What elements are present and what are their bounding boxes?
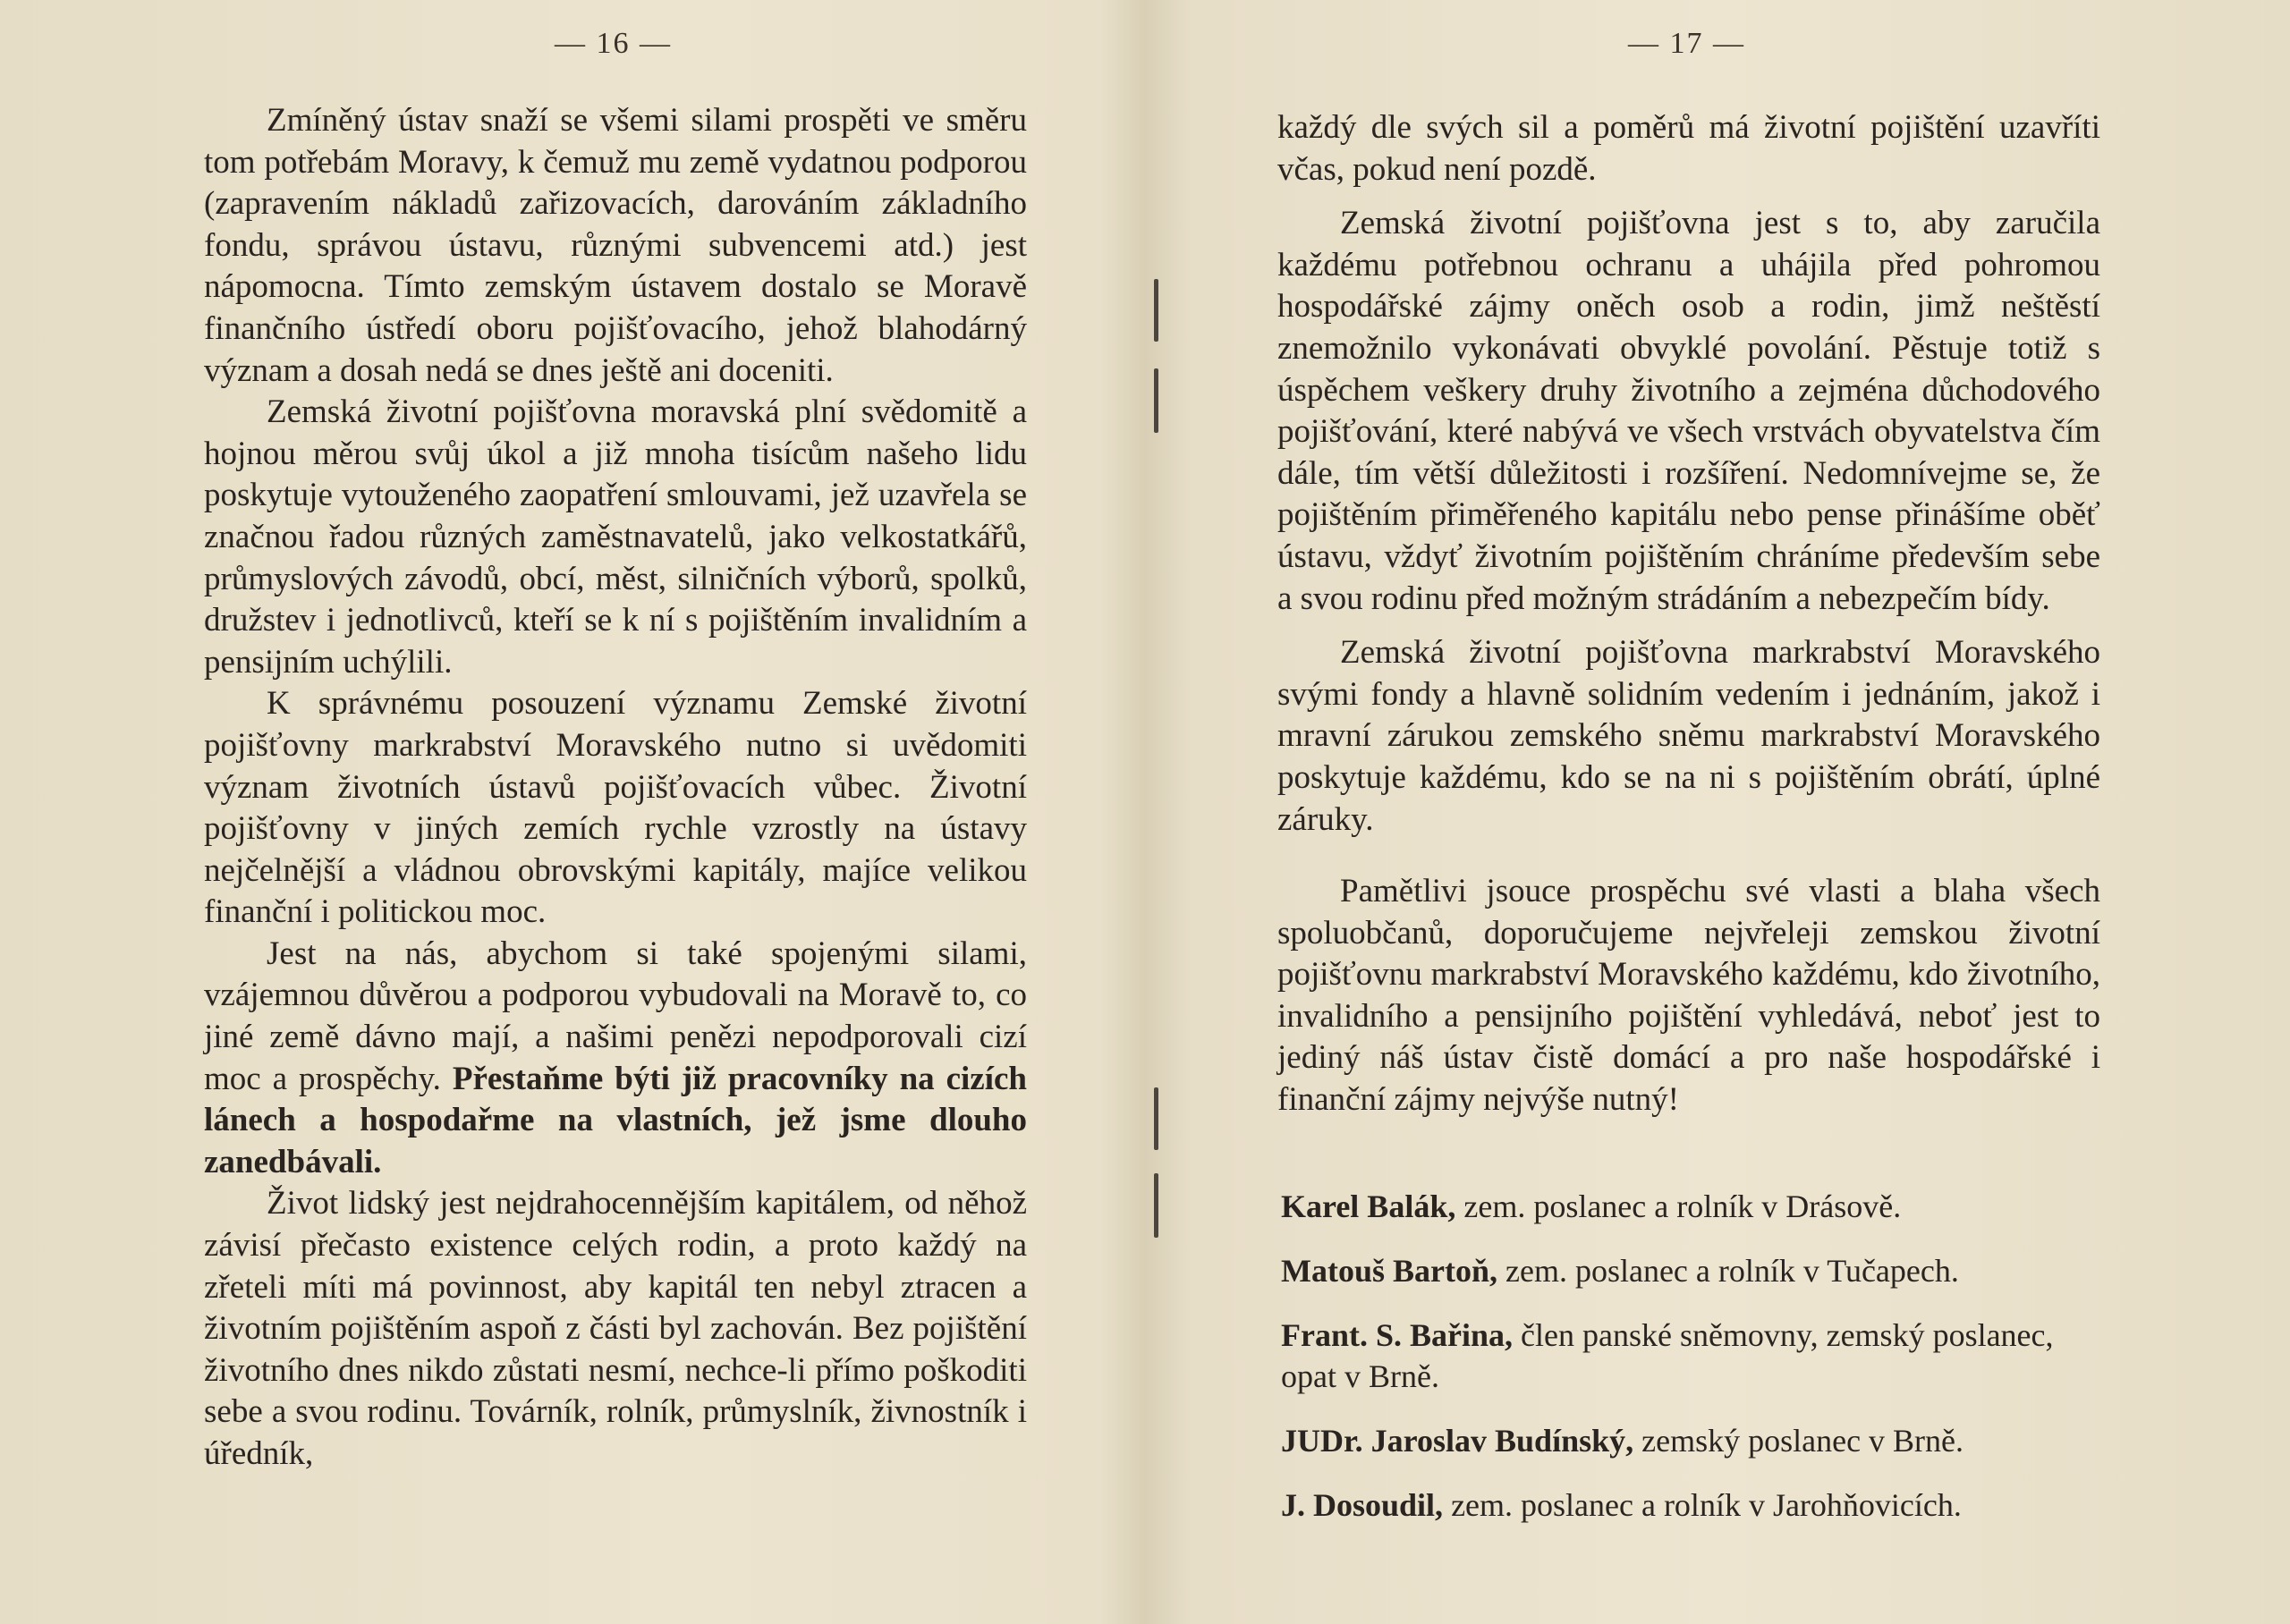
signatory — [1281, 1315, 2086, 1397]
emphasis-text: Přestaňme býti již pracovníky na cizích lánech a hospodařme na vlastních, jež jsme dlouho zanedbávali. — [204, 1060, 1028, 1180]
paragraph-text: Jest na nás, abychom si také spojenými silami, vzájemnou důvěrou a podporou vybudovali na Moravě to, co jiné země dávno mají, a našimi penězi nepodporovali cizí moc a prospěchy. — [204, 935, 1027, 1097]
signatory — [1281, 1250, 2086, 1291]
signatory-name: JUDr. Jaroslav Budínský, — [1281, 1423, 1634, 1459]
signatory-role: zem. poslanec a rolník v Jarohňovicích. — [1451, 1487, 1962, 1523]
signatory — [1281, 1420, 2086, 1461]
signatory-role: zem. poslanec a rolník v Drásově. — [1463, 1188, 1902, 1224]
signatory — [1281, 1186, 2086, 1227]
paragraph: Pamětlivi jsouce prospěchu své vlasti a blaha všech spoluobčanů, doporučujeme nejvřeleji zemskou životní pojišťovnu markrabství Moravského každému, kdo životního, invalidního a pensijního pojištění vyhledává, neboť jest to jediný náš ústav čistě domácí a pro naše hospodářské i finanční zájmy nejvýše nutný! — [1277, 873, 2100, 1119]
paragraph — [204, 934, 1027, 1184]
signatory — [1281, 1484, 2086, 1526]
page-number: — 16 — — [555, 27, 672, 60]
page-number: — 17 — — [1628, 27, 1745, 60]
paragraph: Zemská životní pojišťovna markrabství Moravského svými fondy a hlavně solidním vedením i jednáním, jakož i mravní zárukou zemského sněmu markrabství Moravského poskytuje každému, kdo se na ni s pojištěním obrátí, úplné záruky. — [1277, 634, 2100, 838]
signatories-list — [1281, 1186, 2086, 1549]
paragraph: Zemská životní pojišťovna jest s to, aby zaručila každému potřebnou ochranu a uhájila před pohromou hospodářské zájmy oněch osob a rodin, jimž neštěstí znemožnilo vykonávati obvyklé povolání. Pěstuje totiž s úspěchem veškery druhy životního a zejména důchodového pojišťování, které nabývá ve všech vrstvách obyvatelstva čím dále, tím větší důležitosti i rozšíření. Nedomnívejme se, že pojištěním přiměřeného kapitálu nebo pense přinášíme oběť ústavu, vždyť životním pojištěním chráníme především sebe a svou rodinu před možným strádáním a nebezpečím bídy. — [1277, 205, 2100, 617]
signatory-role: člen panské sněmovny, zemský poslanec, opat v Brně. — [1281, 1317, 2054, 1394]
paragraph: Zmíněný ústav snaží se všemi silami prospěti ve směru tom potřebám Moravy, k čemuž mu země vydatnou podporou (zapravením nákladů zařizovacích, darováním základního fondu, správou ústavu, různými subvencemi atd.) jest nápomocna. Tímto zemským ústavem dostalo se Moravě finančního ústředí oboru pojišťovacího, jehož blahodárný význam a dosah nedá se dnes ještě ani doceniti. — [204, 102, 1027, 389]
paragraph: každý dle svých sil a poměrů má životní pojištění uzavříti včas, pokud není pozdě. — [1277, 109, 2100, 188]
signatory-name: J. Dosoudil, — [1281, 1487, 1444, 1523]
signatory-role: zem. poslanec a rolník v Tučapech. — [1505, 1253, 1959, 1289]
right-text-block — [1277, 107, 2100, 1121]
signatory-name: Matouš Bartoň, — [1281, 1253, 1497, 1289]
paragraph: Zemská životní pojišťovna moravská plní svědomitě a hojnou měrou svůj úkol a již mnoha tisícům našeho lidu poskytuje vytouženého zaopatření smlouvami, jež uzavřela se značnou řadou různých zaměstnavatelů, jako velkostatkářů, průmyslových závodů, obcí, měst, silničních výborů, spolků, družstev i jednotlivců, kteří se k ní s pojištěním invalidním a pensijním uchýlili. — [204, 393, 1027, 681]
signatory-name: Karel Balák, — [1281, 1188, 1456, 1224]
paragraph: Život lidský jest nejdrahocennějším kapitálem, od něhož závisí přečasto existence celých rodin, a proto každý na zřeteli míti má povinnost, aby kapitál ten nebyl ztracen a životním pojištěním aspoň z části byl zachován. Bez pojištění životního dnes nikdo zůstati nesmí, nechce-li přímo poškoditi sebe a svou rodinu. Továrník, rolník, průmyslník, živnostník i úředník, — [204, 1185, 1027, 1472]
signatory-role: zemský poslanec v Brně. — [1641, 1423, 1964, 1459]
left-text-block — [204, 100, 1027, 1476]
paragraph: K správnému posouzení významu Zemské životní pojišťovny markrabství Moravského nutno si uvědomiti význam životních ústavů pojišťovacích vůbec. Životní pojišťovny v jiných zemích rychle vzrostly na ústavy nejčelnější a vládnou obrovskými kapitály, majíce velikou finanční i politickou moc. — [204, 685, 1027, 931]
signatory-name: Frant. S. Bařina, — [1281, 1317, 1514, 1353]
